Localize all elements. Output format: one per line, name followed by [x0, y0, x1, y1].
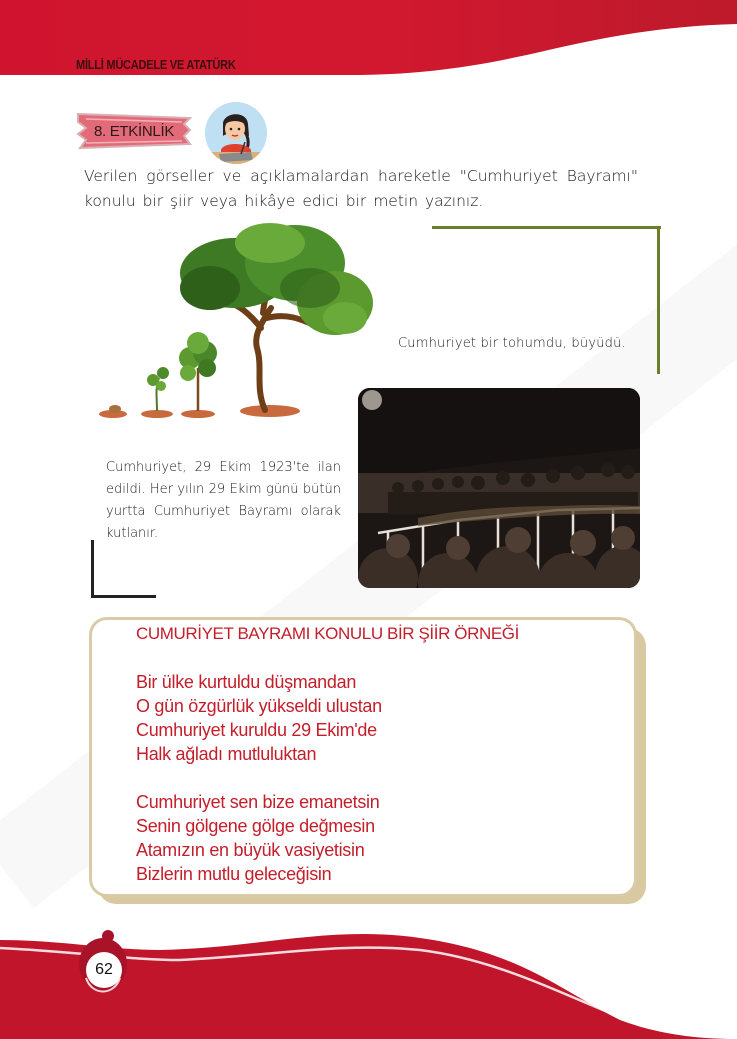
activity-instruction: Verilen görseller ve açıklamalardan hareketle "Cumhuriyet Bayramı" konulu bir şiir veya hikâye edici bir metin yazınız.	[84, 167, 638, 210]
history-caption: Cumhuriyet, 29 Ekim 1923'te ilan edildi. Her yılın 29 Ekim günü bütün yurtta Cumhuriyet Bayramı olarak kutlanır.	[106, 460, 341, 541]
unit-title: MİLLİ MÜCADELE VE ATATÜRK	[76, 57, 236, 72]
poem-line: Halk ağladı mutluluktan	[136, 744, 317, 764]
poem-line: Bir ülke kurtuldu düşmandan	[136, 672, 357, 692]
poem-line: Atamızın en büyük vasiyetisin	[136, 840, 365, 860]
activity-badge	[74, 110, 194, 152]
poem-line: O gün özgürlük yükseldi ulustan	[136, 696, 382, 716]
poem-body	[136, 670, 382, 886]
poem-line: Bizlerin mutlu geleceğisin	[136, 864, 332, 884]
activity-label: 8. ETKİNLİK	[93, 122, 175, 140]
poem-line: Cumhuriyet sen bize emanetsin	[136, 792, 380, 812]
green-frame-right	[657, 226, 660, 374]
poem-title: CUMURİYET BAYRAMI KONULU BİR ŞİİR ÖRNEĞİ	[136, 624, 519, 643]
poem-line: Cumhuriyet kuruldu 29 Ekim'de	[136, 720, 377, 740]
black-frame-bottom	[91, 595, 156, 598]
seed-caption: Cumhuriyet bir tohumdu, büyüdü.	[398, 336, 626, 351]
page-number: 62	[86, 952, 122, 988]
seed-to-tree-growth-illustration	[95, 218, 385, 418]
stanza-gap	[136, 766, 382, 790]
green-frame-top	[432, 226, 661, 229]
black-frame-left	[91, 540, 94, 598]
poem-line: Senin gölgene gölge değmesin	[136, 816, 375, 836]
girl-writing-icon	[205, 102, 267, 164]
republic-proclamation-ceremony-photo	[358, 388, 640, 588]
